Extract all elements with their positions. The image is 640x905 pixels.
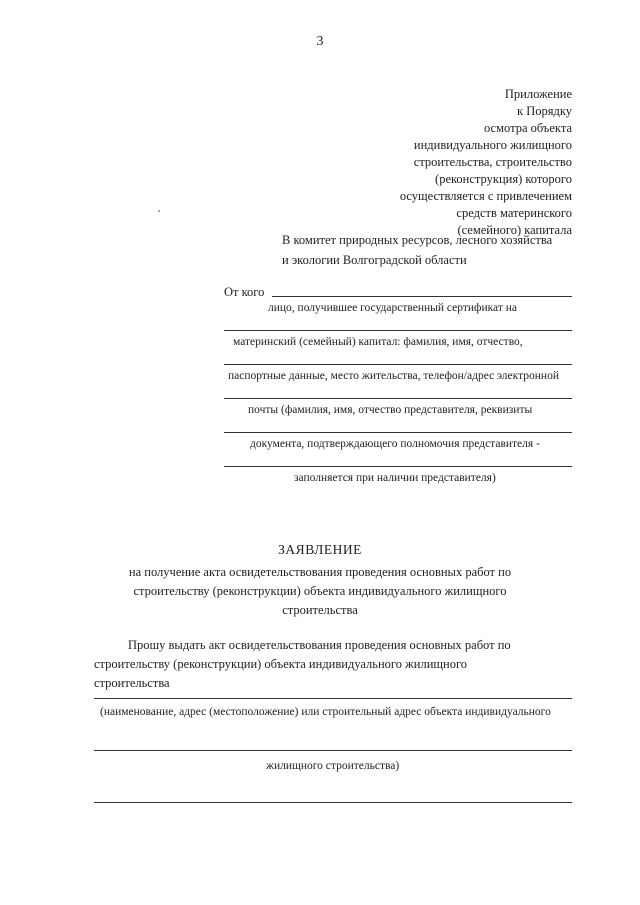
appendix-line: Приложение xyxy=(504,87,572,101)
appendix-line: средств материнского xyxy=(456,206,572,220)
from-field-line[interactable] xyxy=(224,432,572,433)
appendix-line: (реконструкция) которого xyxy=(435,172,572,186)
appendix-line: строительства, строительство xyxy=(413,155,572,169)
from-note: почты (фамилия, имя, отчество представителя, реквизиты xyxy=(248,404,533,416)
addressee-block xyxy=(282,230,552,270)
request-paragraph xyxy=(94,636,574,693)
appendix-line: к Порядку xyxy=(517,104,572,118)
from-note: паспортные данные, место жительства, телефон/адрес электронной xyxy=(228,370,559,382)
object-field-line[interactable] xyxy=(94,802,572,803)
document-title: ЗАЯВЛЕНИЕ xyxy=(278,542,362,557)
from-field-line[interactable] xyxy=(224,398,572,399)
appendix-line: осмотра объекта xyxy=(483,121,572,135)
scan-speck xyxy=(158,210,160,212)
paragraph-line: строительству (реконструкции) объекта индивидуального жилищного xyxy=(94,657,468,671)
paragraph-line: строительства xyxy=(94,676,170,690)
appendix-heading xyxy=(342,86,572,239)
object-field-line[interactable] xyxy=(94,750,572,751)
from-field-line[interactable] xyxy=(272,296,572,297)
addressee-line: В комитет природных ресурсов, лесного хозяйства xyxy=(282,233,553,247)
document-subtitle xyxy=(0,563,640,620)
appendix-line: индивидуального жилищного xyxy=(413,138,572,152)
appendix-line: осуществляется с привлечением xyxy=(399,189,572,203)
from-note: документа, подтверждающего полномочия представителя - xyxy=(250,438,540,450)
from-field-line[interactable] xyxy=(224,364,572,365)
object-field-line[interactable] xyxy=(94,698,572,699)
appendix-line: (семейного) капитала xyxy=(457,223,572,237)
from-label: От кого xyxy=(224,285,265,299)
from-note: материнский (семейный) капитал: фамилия, имя, отчество, xyxy=(233,336,523,348)
subtitle-line: строительству (реконструкции) объекта индивидуального жилищного xyxy=(133,584,507,598)
from-field-line[interactable] xyxy=(224,330,572,331)
addressee-line: и экологии Волгоградской области xyxy=(282,253,467,267)
from-note: лицо, получившее государственный сертификат на xyxy=(268,302,518,314)
paragraph-line: Прошу выдать акт освидетельствования проведения основных работ по xyxy=(128,638,511,652)
subtitle-line: на получение акта освидетельствования проведения основных работ по xyxy=(128,565,512,579)
object-note: (наименование, адрес (местоположение) или строительный адрес объекта индивидуального xyxy=(100,706,551,718)
object-note: жилищного строительства) xyxy=(266,760,400,772)
page-number: 3 xyxy=(316,34,324,49)
subtitle-line: строительства xyxy=(282,603,358,617)
from-note: заполняется при наличии представителя) xyxy=(294,472,496,484)
from-field-line[interactable] xyxy=(224,466,572,467)
